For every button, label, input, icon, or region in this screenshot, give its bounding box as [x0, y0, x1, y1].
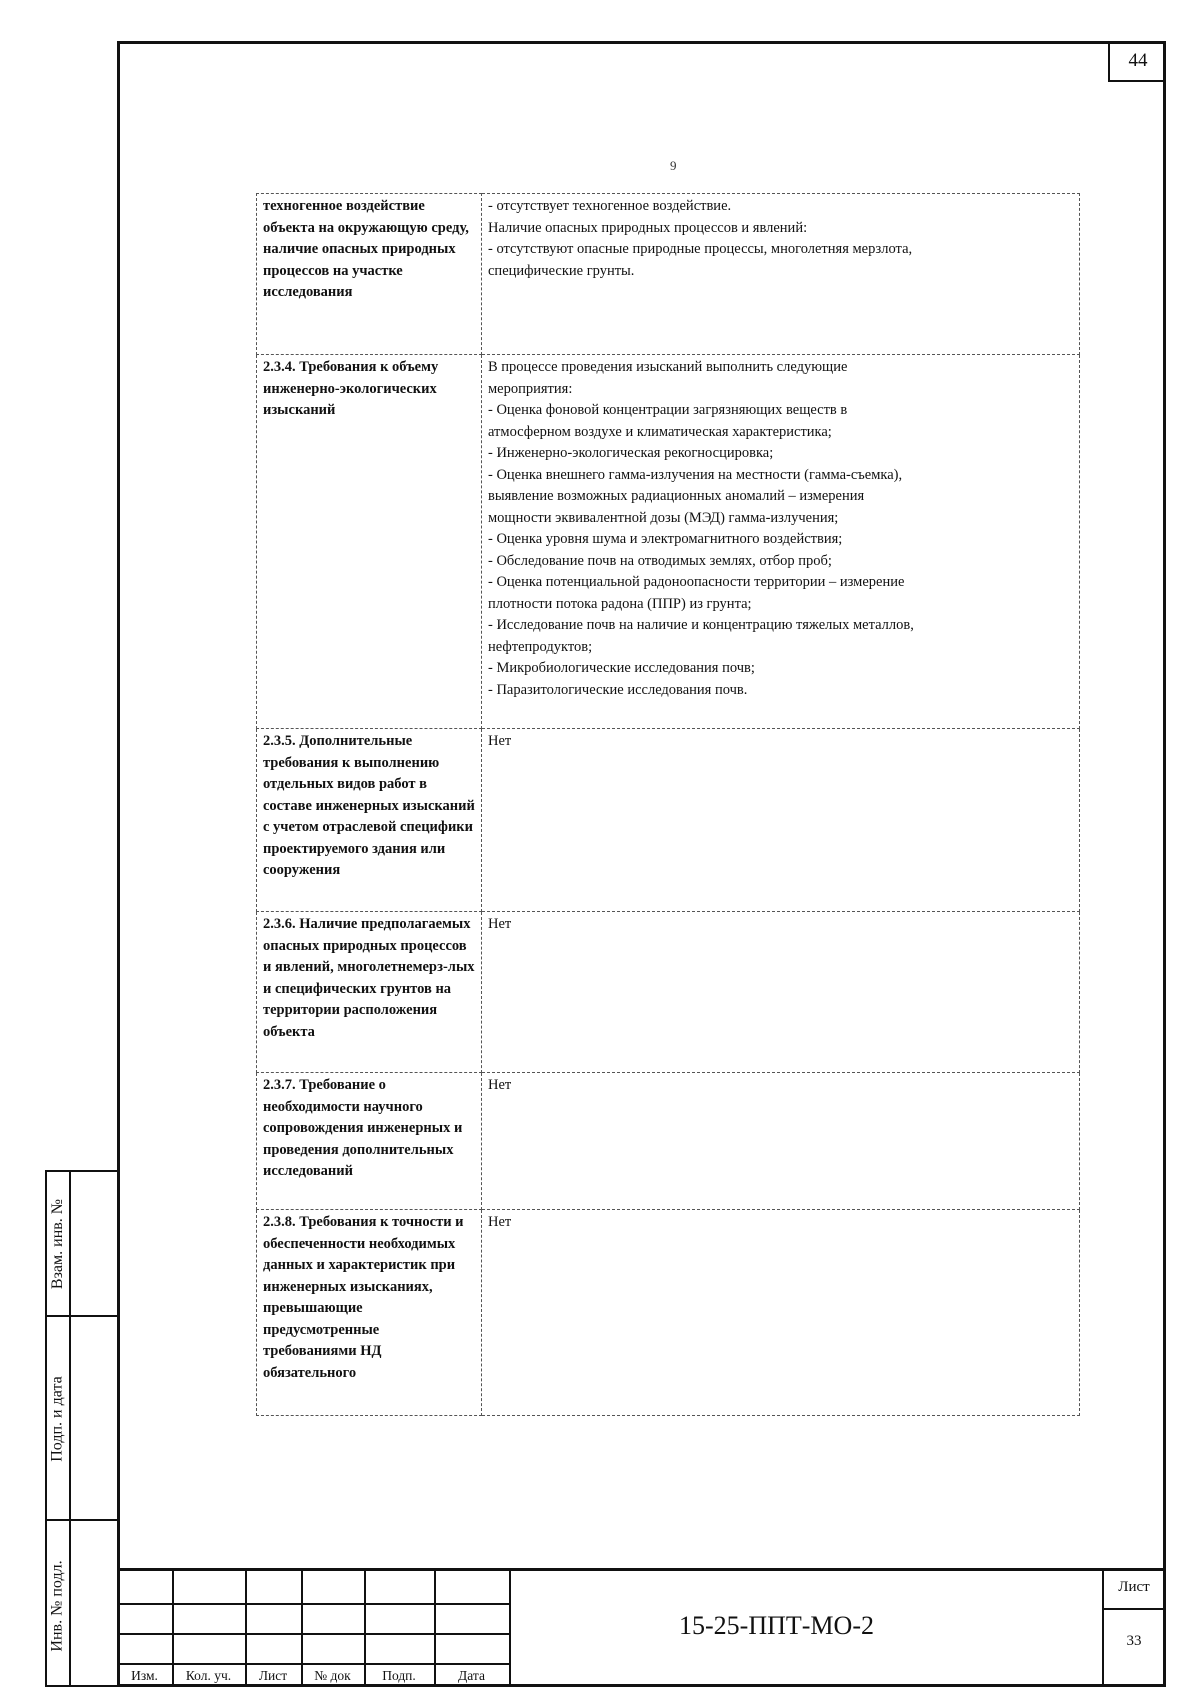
row-value — [482, 194, 1080, 355]
value-line: - отсутствует техногенное воздействие. — [488, 198, 732, 214]
row-label: 2.3.4. Требования к объему инженерно-экологических изысканий — [257, 355, 482, 729]
sheet-caption: Лист — [1118, 1579, 1150, 1595]
side-label-podp: Подп. и дата — [49, 1376, 67, 1462]
value-line: плотности потока радона (ППР) из грунта; — [488, 595, 752, 612]
value-line: - Инженерно-экологическая рекогносцировка; — [488, 445, 774, 461]
value-line: выявление возможных радиационных аномалий – измерения — [488, 488, 865, 504]
tb-col-list: Лист — [258, 1668, 288, 1683]
side-divider — [69, 1172, 71, 1685]
row-label: техногенное воздействие объекта на окружающую среду, наличие опасных природных процессов на участке исследования — [257, 194, 482, 355]
value-line: нефтепродуктов; — [488, 638, 593, 655]
value-line: - Паразитологические исследования почв. — [488, 681, 748, 698]
table-row — [257, 355, 1080, 729]
row-value — [482, 729, 1080, 912]
side-label-vzam: Взам. инв. № — [49, 1198, 67, 1289]
side-divider — [47, 1315, 117, 1317]
value-line: - Оценка потенциальной радоноопасности территории – измерение — [488, 574, 905, 590]
sheet-number: 33 — [1126, 1633, 1142, 1649]
value-line: Нет — [488, 733, 512, 749]
sheet-corner-number: 44 — [1108, 41, 1166, 82]
tb-col-podp: Подп. — [382, 1668, 416, 1683]
requirements-table — [256, 193, 1080, 1416]
row-value — [482, 1210, 1080, 1416]
value-line: - Оценка фоновой концентрации загрязняющих веществ в — [488, 402, 848, 418]
value-line: Нет — [488, 1214, 512, 1230]
value-line: - Исследование почв на наличие и концентрацию тяжелых металлов, — [488, 617, 914, 633]
tb-divider — [117, 1603, 509, 1605]
row-label: 2.3.7. Требование о необходимости научного сопровождения инженерных и проведения дополнительных исследований — [257, 1073, 482, 1210]
value-line: атмосферном воздухе и климатическая характеристика; — [488, 423, 832, 440]
value-line: Наличие опасных природных процессов и явлений: — [488, 219, 808, 236]
row-label: 2.3.5. Дополнительные требования к выполнению отдельных видов работ в составе инженерных изысканий с учетом отраслевой специфики проектируемого здания или сооружения — [257, 729, 482, 912]
title-block — [117, 1568, 1166, 1687]
document-code: 15-25-ППТ-МО-2 — [679, 1611, 874, 1640]
tb-col-kol: Кол. уч. — [185, 1668, 232, 1683]
tb-divider — [1102, 1608, 1166, 1610]
tb-col-ndok: № док — [314, 1668, 351, 1683]
table-row — [257, 194, 1080, 355]
inner-page-number: 9 — [670, 158, 677, 173]
row-value — [482, 1073, 1080, 1210]
table-row — [257, 1073, 1080, 1210]
row-label: 2.3.8. Требования к точности и обеспеченности необходимых данных и характеристик при инженерных изысканиях, превышающие предусмотренные требованиями НД обязательного — [257, 1210, 482, 1416]
tb-col-data: Дата — [458, 1668, 485, 1683]
table-row — [257, 1210, 1080, 1416]
value-line: Нет — [488, 1077, 512, 1093]
value-line: специфические грунты. — [488, 262, 635, 279]
table-row — [257, 729, 1080, 912]
side-label-inv: Инв. № подл. — [49, 1560, 67, 1652]
value-line: Нет — [488, 916, 512, 932]
table-row — [257, 912, 1080, 1073]
row-label: 2.3.6. Наличие предполагаемых опасных природных процессов и явлений, многолетнемерз-лых и специфических грунтов на территории расположения объекта — [257, 912, 482, 1073]
value-line: - Обследование почв на отводимых землях, отбор проб; — [488, 552, 832, 569]
value-line: - Оценка уровня шума и электромагнитного воздействия; — [488, 531, 843, 547]
value-line: мероприятия: — [488, 380, 573, 397]
tb-divider — [117, 1663, 509, 1665]
side-divider — [47, 1519, 117, 1521]
value-line: - отсутствуют опасные природные процессы, многолетняя мерзлота, — [488, 241, 913, 257]
tb-col-izm: Изм. — [131, 1668, 158, 1683]
side-stamp-strip — [45, 1170, 117, 1687]
value-line: В процессе проведения изысканий выполнить следующие — [488, 359, 848, 375]
tb-divider — [117, 1633, 509, 1635]
row-value — [482, 355, 1080, 729]
value-line: - Микробиологические исследования почв; — [488, 660, 755, 676]
value-line: мощности эквивалентной дозы (МЭД) гамма-излучения; — [488, 509, 839, 526]
value-line: - Оценка внешнего гамма-излучения на местности (гамма-съемка), — [488, 466, 903, 483]
row-value — [482, 912, 1080, 1073]
